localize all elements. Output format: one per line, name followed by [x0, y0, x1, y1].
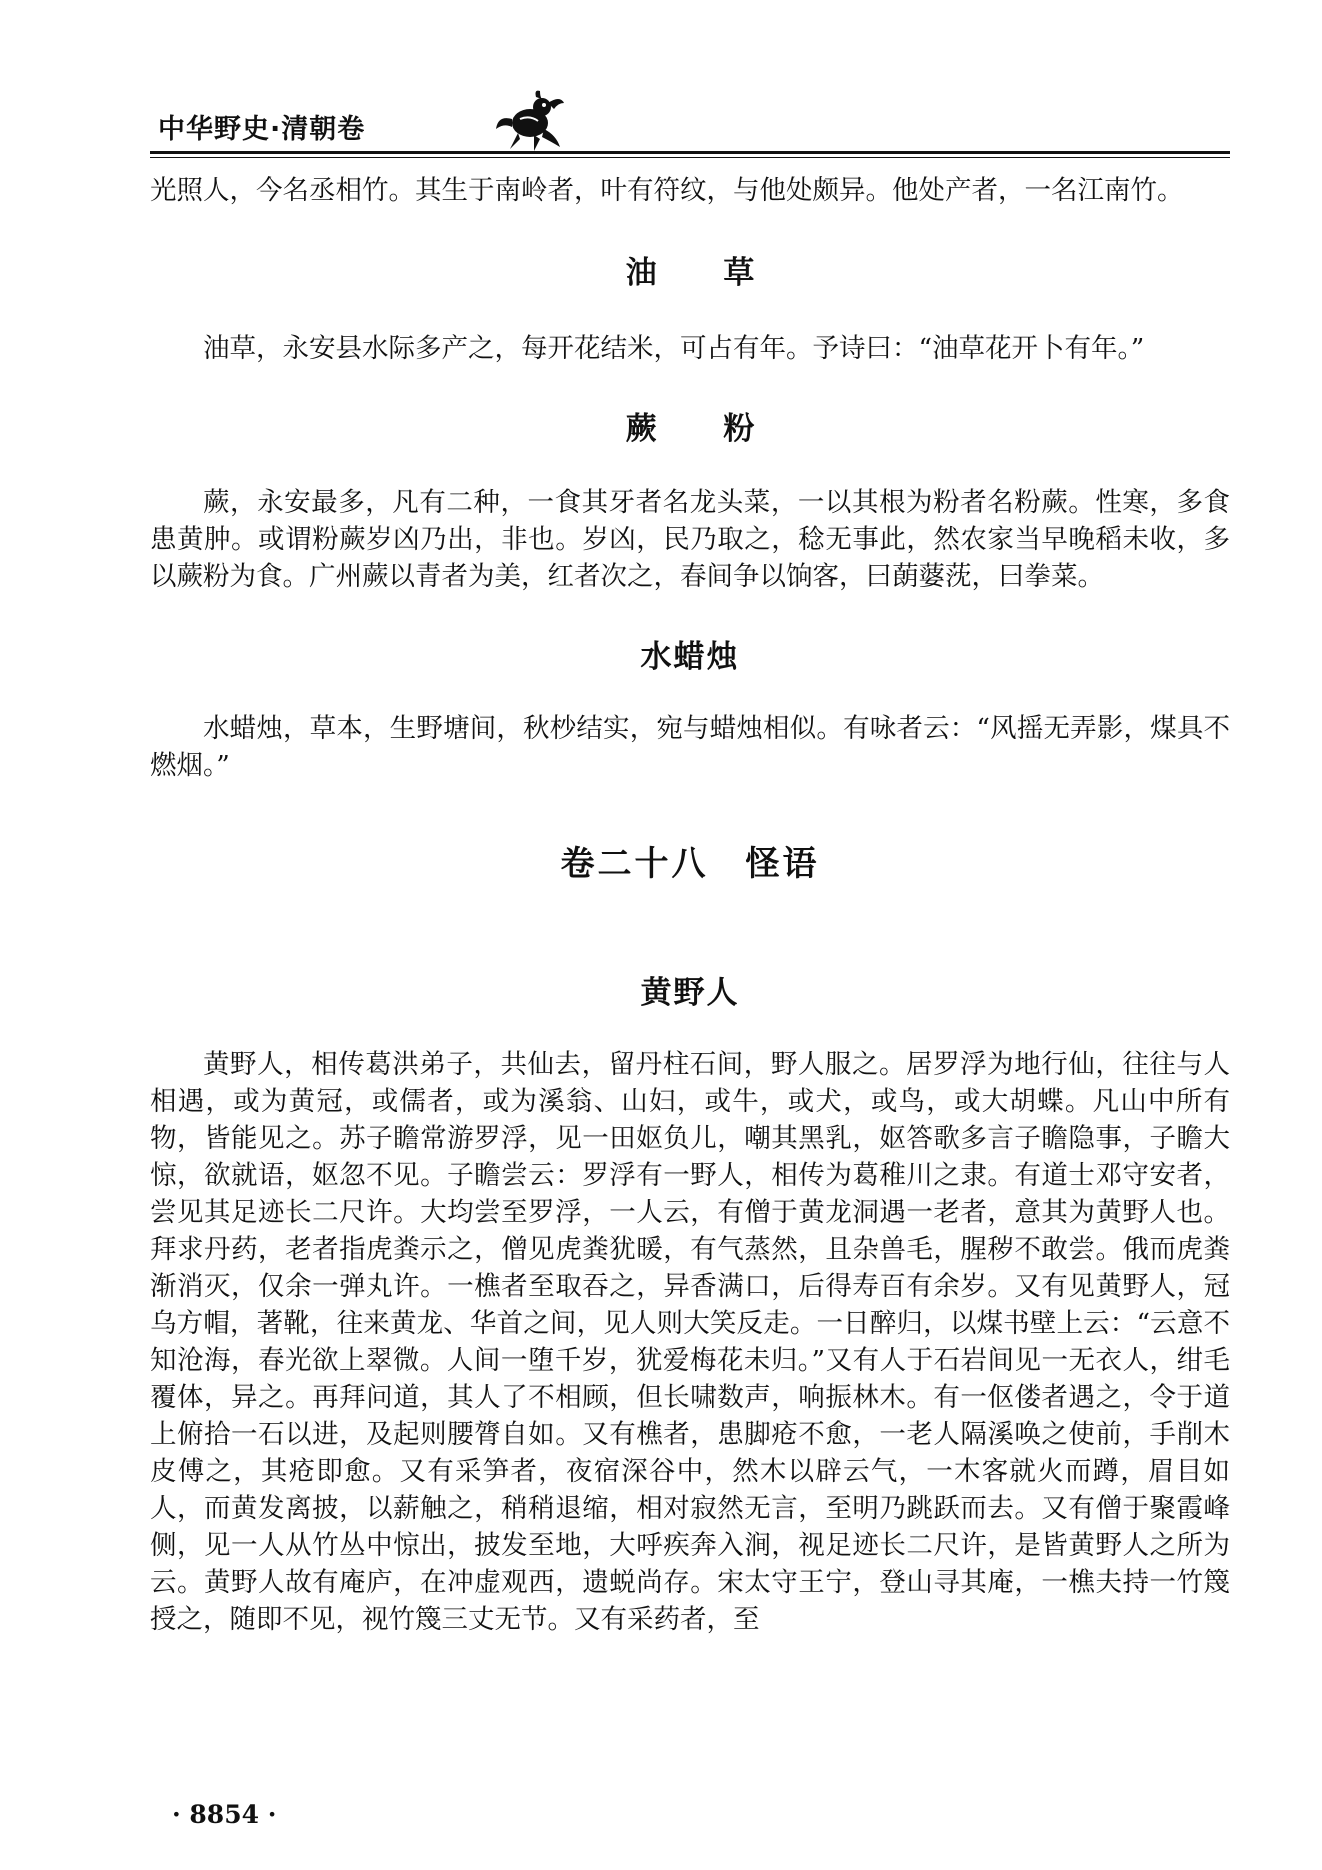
- chapter-title: 卷二十八 怪语: [560, 844, 820, 884]
- header-rule: [150, 151, 1230, 154]
- section-text-shuilazhu: 水蜡烛，草本，生野塘间，秋杪结实，宛与蜡烛相似。有咏者云：“风摇无弄影，煤具不燃烟。”: [150, 713, 1230, 781]
- intro-paragraph: 光照人，今名丞相竹。其生于南岭者，叶有符纹，与他处颇异。他处产者，一名江南竹。: [150, 175, 1184, 206]
- section-title-shuilazhu: 水蜡烛: [640, 639, 740, 675]
- book-title: 中华野史·清朝卷: [158, 114, 366, 145]
- header-rule-thin: [150, 157, 1230, 158]
- page-header: [150, 95, 1230, 165]
- section-text-huangyeren: 黄野人，相传葛洪弟子，共仙去，留丹柱石间，野人服之。居罗浮为地行仙，往往与人相遇，或为黄冠，或儒者，或为溪翁、山妇，或牛，或犬，或鸟，或大胡蝶。凡山中所有物，皆能见之。苏子瞻常游罗浮，见一田妪负儿，嘲其黑乳，妪答歌多言子瞻隐事，子瞻大惊，欲就语，妪忽不见。子瞻尝云：罗浮有一野人，相传为葛稚川之隶。有道士邓守安者，尝见其足迹长二尺许。大均尝至罗浮，一人云，有僧于黄龙洞遇一老者，意其为黄野人也。拜求丹药，老者指虎粪示之，僧见虎粪犹暖，有气蒸然，且杂兽毛，腥秽不敢尝。俄而虎粪渐消灭，仅余一弹丸许。一樵者至取吞之，异香满口，后得寿百有余岁。又有见黄野人，冠乌方帽，著靴，往来黄龙、华首之间，见人则大笑反走。一日醉归，以煤书壁上云：“云意不知沧海，春光欲上翠微。人间一堕千岁，犹爱梅花未归。”又有人于石岩间见一无衣人，绀毛覆体，异之。再拜问道，其人了不相顾，但长啸数声，响振林木。有一伛偻者遇之，令于道上俯拾一石以进，及起则腰膂自如。又有樵者，患脚疮不愈，一老人隔溪唤之使前，手削木皮傅之，其疮即愈。又有采笋者，夜宿深谷中，然木以辟云气，一木客就火而蹲，眉目如人，而黄发离披，以薪触之，稍稍退缩，相对寂然无言，至明乃跳跃而去。又有僧于聚霞峰侧，见一人从竹丛中惊出，披发至地，大呼疾奔入涧，视足迹长二尺许，是皆黄野人之所为云。黄野人故有庵庐，在冲虚观西，遗蜕尚存。宋太守王宁，登山寻其庵，一樵夫持一竹篾授之，随即不见，视竹篾三丈无节。又有采药者，至: [150, 1049, 1230, 1635]
- dragon-emblem-icon: [490, 89, 570, 153]
- page-body: [150, 172, 1230, 1638]
- section-title-huangyeren: 黄野人: [640, 975, 740, 1011]
- section-text-juefen: 蕨，永安最多，凡有二种，一食其牙者名龙头菜，一以其根为粉者名粉蕨。性寒，多食患黄肿。或谓粉蕨岁凶乃出，非也。岁凶，民乃取之，稔无事此，然农家当早晚稻未收，多以蕨粉为食。广州蕨以青者为美，红者次之，春间争以饷客，曰蓢蔢莐，曰拳菜。: [150, 487, 1230, 592]
- section-title-youcao: 油 草: [625, 255, 783, 291]
- section-title-juefen: 蕨 粉: [625, 411, 783, 447]
- section-text-youcao: 油草，永安县水际多产之，每开花结米，可占有年。予诗曰：“油草花开卜有年。”: [203, 333, 1145, 364]
- page-number: · 8854 ·: [172, 1800, 277, 1829]
